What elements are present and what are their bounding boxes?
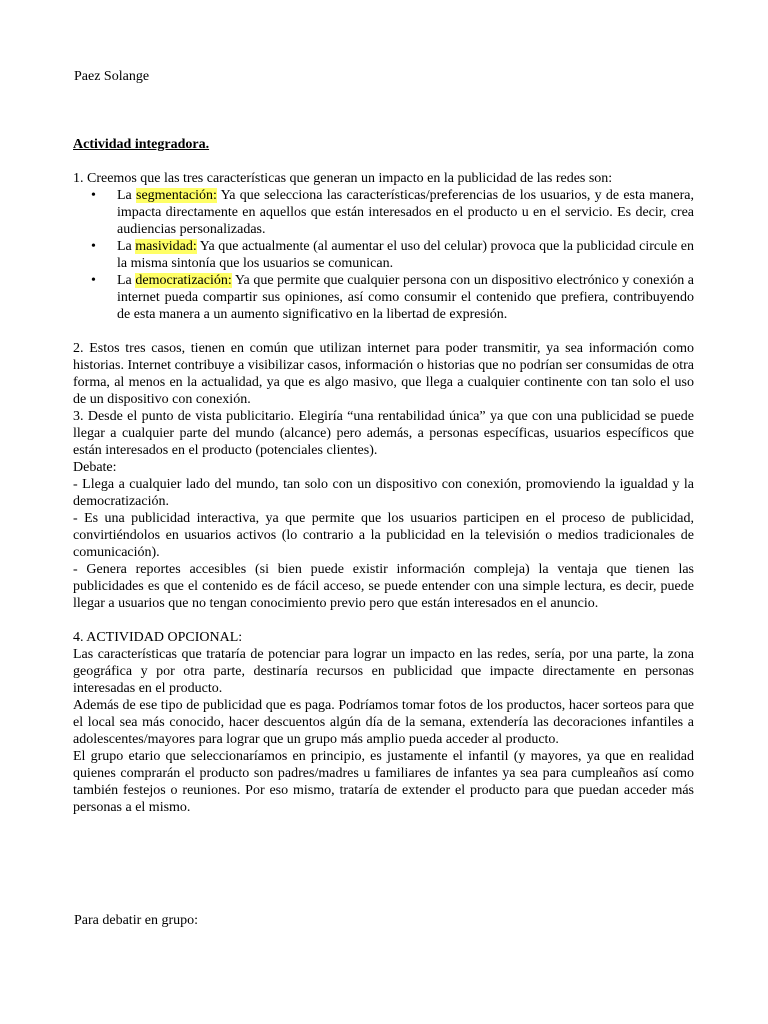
bullet-marker: •: [91, 273, 96, 288]
document-title: Actividad integradora.: [73, 137, 210, 152]
bullet-text: Ya que selecciona las características/preferencias de los usuarios, y de esta manera, impacta directamente en aquellos que están interesados en el producto u en el servicio. Es decir, crea audiencias personalizadas.: [117, 188, 694, 237]
q4-paragraph: El grupo etario que seleccionaríamos en principio, es justamente el infantil (y mayores, ya que en realidad quienes comprarán el producto son padres/madres u familiares de infantes ya sea para cumpleaños así como también festejos o reuniones. Por eso mismo, trataría de extender el producto para que puedan acceder más personas a el mismo.: [73, 749, 694, 815]
highlighted-term: masividad:: [135, 239, 197, 254]
bullet-prefix: La: [117, 239, 136, 254]
q1-bullet-list: [73, 187, 694, 323]
q4-heading: 4. ACTIVIDAD OPCIONAL:: [73, 630, 243, 645]
q3-paragraph: 3. Desde el punto de vista publicitario. Elegiría “una rentabilidad única” ya que con una publicidad se puede llegar a cualquier parte del mundo (alcance) pero además, a personas específicas, usuarios específicos que están interesados en el producto (potenciales clientes).: [73, 409, 694, 458]
document-body: [73, 136, 694, 816]
bullet-masividad: [91, 238, 694, 272]
bullet-segmentacion: [91, 187, 694, 238]
bullet-text: Ya que permite que cualquier persona con un dispositivo electrónico y conexión a internet pueda compartir sus opiniones, así como consumir el contenido que prefiera, contribuyendo de esta manera a un aumento significativo en la libertad de expresión.: [117, 273, 694, 322]
q2-paragraph: 2. Estos tres casos, tienen en común que utilizan internet para poder transmitir, ya sea información como historias. Internet contribuye a visibilizar casos, información o historias que no podrían ser consumidas de otra forma, al menos en la actualidad, ya que es algo masivo, que llega a cualquier continente con tan solo el uso de un dispositivo con conexión.: [73, 341, 694, 407]
bullet-marker: •: [91, 188, 96, 203]
bullet-prefix: La: [117, 188, 136, 203]
closing-line: Para debatir en grupo:: [74, 913, 199, 928]
bullet-prefix: La: [117, 273, 136, 288]
q4-paragraph: Las características que trataría de potenciar para lograr un impacto en las redes, sería, por una parte, la zona geográfica y por otra parte, destinaría recursos en publicidad que impacte directamente en personas interesadas en el producto.: [73, 647, 694, 696]
debate-point: - Llega a cualquier lado del mundo, tan solo con un dispositivo con conexión, promoviendo la igualdad y la democratización.: [73, 477, 694, 509]
debate-point: - Genera reportes accesibles (si bien puede existir información compleja) la ventaja que tienen las publicidades es que el contenido es de fácil acceso, se puede entender con una simple lectura, es decir, puede llegar a usuarios que no tengan conocimiento previo pero que están interesados en el anuncio.: [73, 562, 694, 611]
bullet-democratizacion: [91, 272, 694, 323]
bullet-marker: •: [91, 239, 96, 254]
bullet-text: Ya que actualmente (al aumentar el uso del celular) provoca que la publicidad circule en la misma sintonía que los usuarios se comunican.: [117, 239, 694, 271]
debate-point: - Es una publicidad interactiva, ya que permite que los usuarios participen en el proceso de publicidad, convirtiéndolos en usuarios activos (lo contrario a la publicidad en la televisión o medios tradicionales de comunicación).: [73, 511, 694, 560]
highlighted-term: democratización:: [135, 273, 232, 288]
author-name: Paez Solange: [74, 69, 150, 84]
debate-label: Debate:: [73, 460, 117, 475]
q1-intro: 1. Creemos que las tres características que generan un impacto en la publicidad de las redes son:: [73, 171, 613, 186]
highlighted-term: segmentación:: [136, 188, 217, 203]
q4-paragraph: Además de ese tipo de publicidad que es paga. Podríamos tomar fotos de los productos, hacer sorteos para que el local sea más conocido, hacer descuentos algún día de la semana, extendería las decoraciones infantiles a adolescentes/mayores para lograr que un grupo más amplio pueda acceder al producto.: [73, 698, 694, 747]
